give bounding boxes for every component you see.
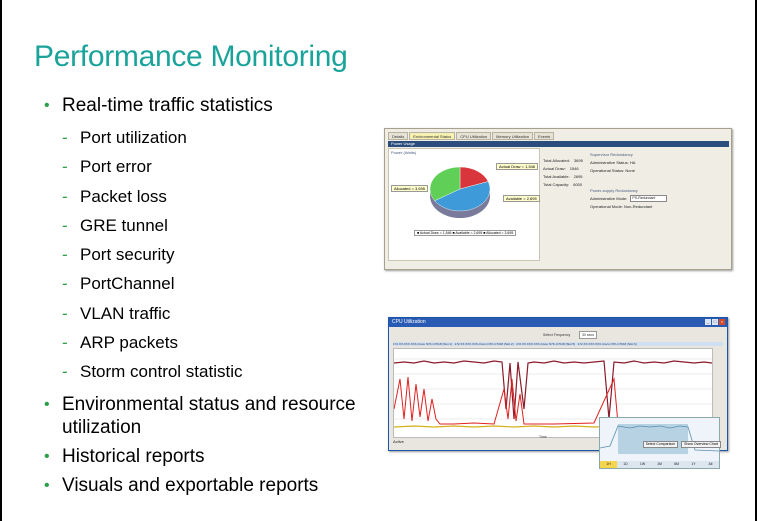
sub-bullet: - Port error <box>62 157 152 177</box>
tab-environmental-status[interactable]: Environmental Status <box>409 132 455 140</box>
cpu-series-dark <box>394 361 712 419</box>
maximize-icon[interactable]: □ <box>713 319 717 324</box>
bullet-historical: • Historical reports <box>44 445 374 468</box>
sub-bullet: - PortChannel <box>62 274 175 294</box>
bullet-environmental: • Environmental status and resource utilization <box>44 393 374 439</box>
tab-memory-utilization[interactable]: Memory Utilization <box>492 132 533 140</box>
bullet-realtime: • Real-time traffic statistics <box>44 94 374 117</box>
oper-mode-row: Operational Mode: Non-Redundant <box>590 204 653 209</box>
power-pie-area <box>388 148 540 261</box>
supervisor-row: Administrative Status: HA <box>590 160 636 165</box>
select-comparison-button[interactable]: Select Comparison <box>643 441 679 448</box>
show-overview-chart-button[interactable]: Show Overview Chart <box>681 441 721 448</box>
range-1h[interactable]: 1H <box>600 461 617 468</box>
stat-row: Total Available: 2695 <box>543 174 583 179</box>
overview-svg <box>600 418 719 461</box>
tab-cpu-utilization[interactable]: CPU Utilization <box>456 132 491 140</box>
tab-details[interactable]: Details <box>388 132 408 140</box>
admin-mode-select[interactable]: PS-Redundant <box>630 195 667 202</box>
window-titlebar <box>389 318 727 327</box>
bullet-list <box>44 94 374 503</box>
tab-strip <box>388 132 554 140</box>
tab-events[interactable]: Events <box>534 132 554 140</box>
power-redundancy-heading: Power-supply Redundancy <box>590 188 638 193</box>
series-header: 172.XX.XXX.XXX-Cisco N7K-C7018 (Slot 1) 172.XX.XXX.XXX-Cisco N7K-C7018 (Slot 2) 172.XX.XXX.XXX-Cisco N7K-C7018 (Slot 5) 172.XX.XXX.XXX-Cisco N7K-C7018 (Slot 6) <box>393 342 723 346</box>
select-frequency-label: Select Frequency <box>543 333 571 337</box>
slide-frame-left <box>0 0 2 521</box>
cpu-utilization-screenshot <box>388 317 728 466</box>
admin-mode-row: Administrative Mode: PS-Redundant <box>590 195 667 203</box>
stat-row: Total Capacity: 6000 <box>543 182 583 187</box>
sub-bullet: - Packet loss <box>62 186 167 206</box>
stat-row: Actual Draw: 1546 <box>543 166 579 171</box>
power-pie-chart <box>423 163 497 223</box>
sub-bullet: - Storm control statistic <box>62 362 243 382</box>
stat-row: Total Allocated: 3695 <box>543 158 583 163</box>
pie-legend: ■ Actual Draw = 1,546 ■ Available = 2,695 ■ Allocated = 3,695 <box>414 230 516 236</box>
range-1d[interactable]: 1D <box>623 462 628 466</box>
panel-title: Power Usage <box>388 141 729 147</box>
range-1m[interactable]: 1M <box>657 462 662 466</box>
supervisor-row: Operational Status: None <box>590 168 635 173</box>
redundancy-section <box>590 151 667 211</box>
minimize-icon[interactable]: _ <box>706 319 710 324</box>
supervisor-heading: Supervisor Redundancy <box>590 152 633 157</box>
range-buttons <box>600 461 719 468</box>
pie-caption: Power (Watts) <box>391 150 417 155</box>
range-all[interactable]: All <box>708 462 713 466</box>
sub-bullet: - Port utilization <box>62 128 187 147</box>
select-frequency-dropdown[interactable]: 30 secs <box>579 331 597 339</box>
sub-bullet: - Port security <box>62 245 175 265</box>
close-icon[interactable]: × <box>720 319 724 324</box>
slide-title: Performance Monitoring <box>34 40 348 73</box>
range-6m[interactable]: 6M <box>674 462 679 466</box>
sub-bullet: - ARP packets <box>62 333 178 353</box>
pie-label-allocated: Allocated = 3,695 <box>391 185 428 192</box>
bottom-buttons <box>643 441 721 448</box>
range-1y[interactable]: 1Y <box>691 462 696 466</box>
pie-label-available: Available = 2,695 <box>503 195 540 202</box>
environmental-status-screenshot <box>384 128 732 270</box>
toolbar <box>391 331 723 339</box>
sub-bullet: - GRE tunnel <box>62 215 168 235</box>
window-controls <box>705 319 725 325</box>
bullet-visuals: • Visuals and exportable reports <box>44 474 374 497</box>
pie-label-actual: Actual Draw = 1,546 <box>496 163 538 170</box>
power-stats <box>543 157 583 189</box>
sub-bullet: - VLAN traffic <box>62 303 171 323</box>
range-1w[interactable]: 1W <box>639 462 646 466</box>
status-label: Active <box>393 439 404 444</box>
window-title: CPU Utilization <box>392 319 426 325</box>
x-axis-label: Time <box>539 435 547 439</box>
